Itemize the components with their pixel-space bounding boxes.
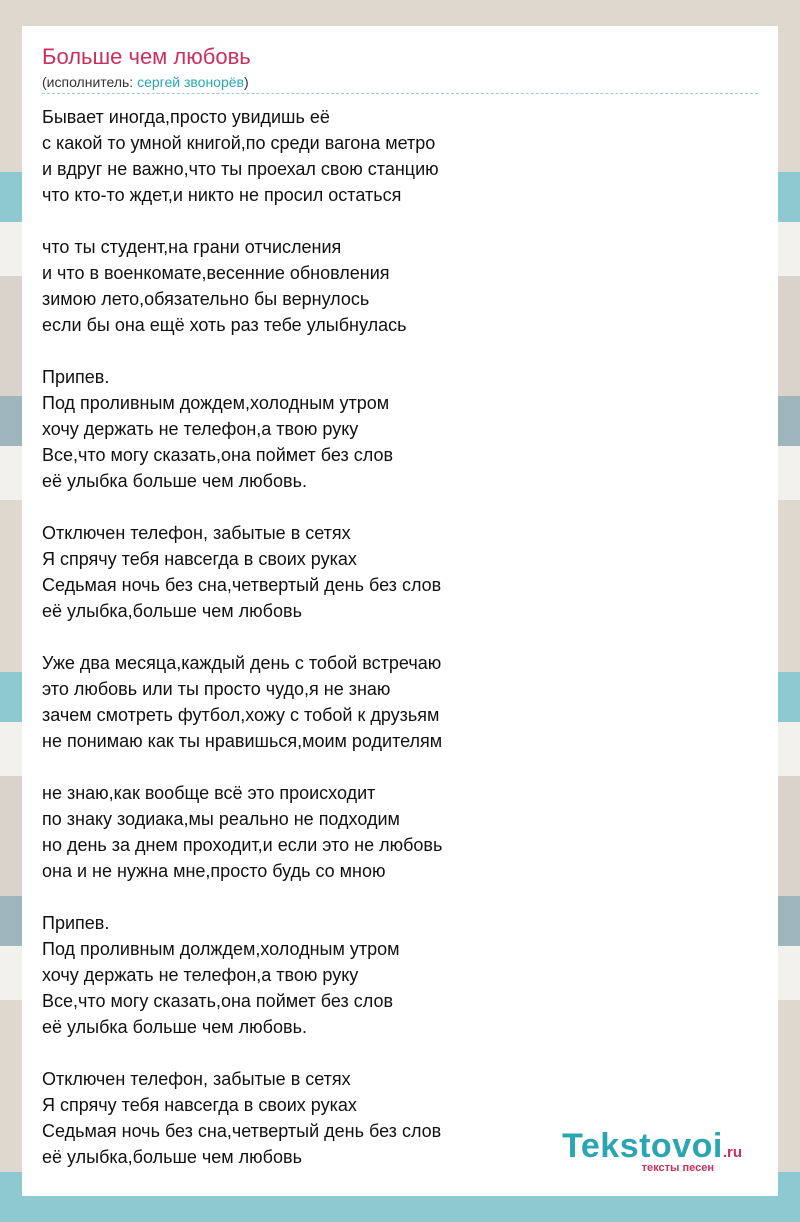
lyric-line: что ты студент,на грани отчисления — [42, 237, 342, 257]
stanza-gap — [42, 884, 442, 910]
logo-tagline: тексты песен — [641, 1162, 714, 1174]
lyric-line: не понимаю как ты нравишься,моим родителям — [42, 731, 443, 751]
lyric-line: Бывает иногда,просто увидишь её — [42, 107, 330, 127]
stanza-gap — [42, 754, 442, 780]
site-logo[interactable] — [562, 1127, 742, 1174]
lyric-line: что кто-то ждет,и никто не просил остаться — [42, 185, 402, 205]
lyric-line: с какой то умной книгой,по среди вагона метро — [42, 133, 436, 153]
lyric-line: она и не нужна мне,просто будь со мною — [42, 861, 386, 881]
stanza-gap — [42, 338, 442, 364]
lyric-line: Уже два месяца,каждый день с тобой встречаю — [42, 653, 442, 673]
lyric-line: Под проливным дождем,холодным утром — [42, 393, 390, 413]
logo-tld: .ru — [722, 1144, 742, 1161]
artist-prefix: (исполнитель: — [42, 74, 138, 90]
lyric-line: Под проливным долждем,холодным утром — [42, 939, 400, 959]
lyric-line: и вдруг не важно,что ты проехал свою станцию — [42, 159, 439, 179]
artist-suffix: ) — [243, 74, 249, 90]
lyrics-text — [42, 104, 442, 1170]
lyric-line: Я спрячу тебя навсегда в своих руках — [42, 1095, 357, 1115]
lyric-line: хочу держать не телефон,а твою руку — [42, 419, 359, 439]
lyric-line: если бы она ещё хоть раз тебе улыбнулась — [42, 315, 407, 335]
lyric-line: это любовь или ты просто чудо,я не знаю — [42, 679, 391, 699]
artist-line — [42, 74, 249, 90]
lyric-line: Отключен телефон, забытые в сетях — [42, 523, 351, 543]
lyric-line: и что в военкомате,весенние обновления — [42, 263, 390, 283]
lyric-line: Седьмая ночь без сна,четвертый день без слов — [42, 1121, 442, 1141]
stanza-gap — [42, 1040, 442, 1066]
lyric-line: по знаку зодиака,мы реально не подходим — [42, 809, 400, 829]
lyric-line: но день за днем проходит,и если это не любовь — [42, 835, 443, 855]
lyric-line: Я спрячу тебя навсегда в своих руках — [42, 549, 357, 569]
lyric-line: её улыбка больше чем любовь. — [42, 1017, 307, 1037]
lyric-line: Седьмая ночь без сна,четвертый день без слов — [42, 575, 442, 595]
lyric-line: её улыбка,больше чем любовь — [42, 601, 302, 621]
lyric-line: хочу держать не телефон,а твою руку — [42, 965, 359, 985]
artist-link[interactable]: сергей звонорёв — [137, 74, 244, 90]
stanza-gap — [42, 624, 442, 650]
lyrics-card — [22, 26, 778, 1196]
logo-name: Tekstovoi — [562, 1127, 723, 1165]
lyric-line: её улыбка,больше чем любовь — [42, 1147, 302, 1167]
lyric-line: Припев. — [42, 367, 110, 387]
dashed-divider — [42, 93, 758, 94]
lyric-line: не знаю,как вообще всё это происходит — [42, 783, 376, 803]
lyric-line: зачем смотреть футбол,хожу с тобой к друзьям — [42, 705, 440, 725]
stanza-gap — [42, 208, 442, 234]
lyric-line: Все,что могу сказать,она поймет без слов — [42, 445, 394, 465]
song-title: Больше чем любовь — [42, 44, 251, 69]
lyric-line: её улыбка больше чем любовь. — [42, 471, 307, 491]
lyric-line: Отключен телефон, забытые в сетях — [42, 1069, 351, 1089]
stanza-gap — [42, 494, 442, 520]
lyric-line: зимою лето,обязательно бы вернулось — [42, 289, 370, 309]
lyric-line: Все,что могу сказать,она поймет без слов — [42, 991, 394, 1011]
lyric-line: Припев. — [42, 913, 110, 933]
